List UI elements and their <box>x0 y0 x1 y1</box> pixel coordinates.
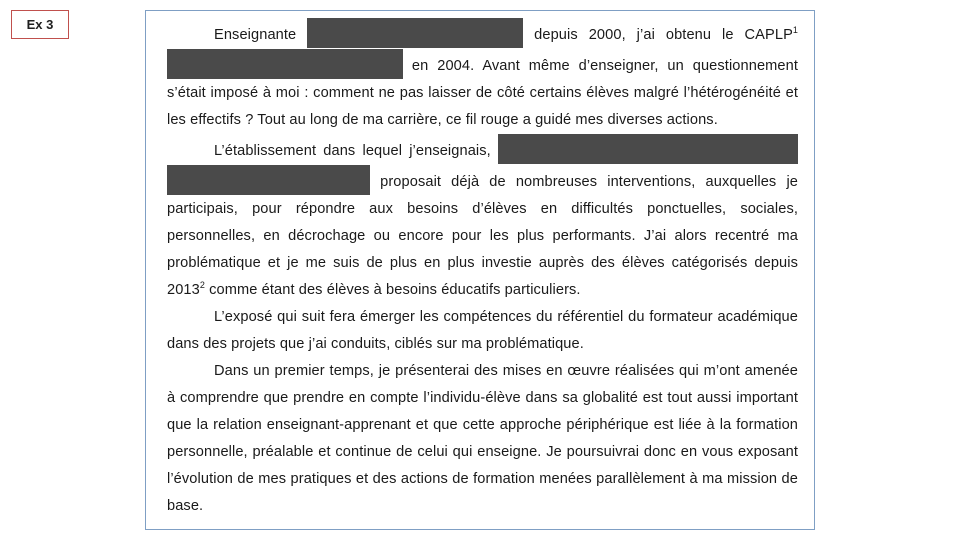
footnote-2: 2 <box>199 280 205 290</box>
p2-end: comme étant des élèves à besoins éducatifs particuliers. <box>209 282 581 298</box>
p2-middle: proposait déjà de nombreuses interventions, auxquelles je participais, pour répondre aux besoins d’élèves en difficultés ponctuelles, sociales, personnelles, en décrochage ou encore pour les plus performants. J’ai alors recentré ma problématique et je me suis de plus en plus investie auprès des élèves catégorisés depuis 2013 <box>167 174 799 298</box>
p2-start: L’établissement dans lequel j’enseignais, <box>214 143 491 159</box>
exercise-label: Ex 3 <box>11 10 69 39</box>
paragraph-1 <box>167 18 798 134</box>
redacted-block <box>307 18 523 48</box>
p1-end: en 2004. Avant même d’enseigner, un questionnement s’était imposé à moi : comment ne pas laisser de côté certains élèves malgré l’hétérogénéité et les effectifs ? Tout au long de ma carrière, ce fil rouge a guidé mes diverses actions. <box>167 58 799 128</box>
p1-middle: depuis 2000, j’ai obtenu le CAPLP <box>534 27 793 43</box>
redacted-block <box>167 49 403 79</box>
redacted-block <box>498 134 798 164</box>
paragraph-4: Dans un premier temps, je présenterai des mises en œuvre réalisées qui m’ont amenée à comprendre que prendre en compte l’individu-élève dans sa globalité est tout aussi important que la relation enseignant-apprenant et que cette approche périphérique est liée à la formation personnelle, préalable et continue de celui qui enseigne. Je poursuivrai donc en vous exposant l’évolution de mes pratiques et des actions de formation menées parallèlement à ma mission de base. <box>167 363 798 514</box>
redacted-block <box>167 165 370 195</box>
document-text <box>167 18 798 520</box>
p1-start: Enseignante <box>214 27 297 43</box>
paragraph-2 <box>167 134 798 304</box>
footnote-1: 1 <box>792 25 799 35</box>
paragraph-3: L’exposé qui suit fera émerger les compétences du référentiel du formateur académique dans des projets que j’ai conduits, ciblés sur ma problématique. <box>167 309 798 352</box>
